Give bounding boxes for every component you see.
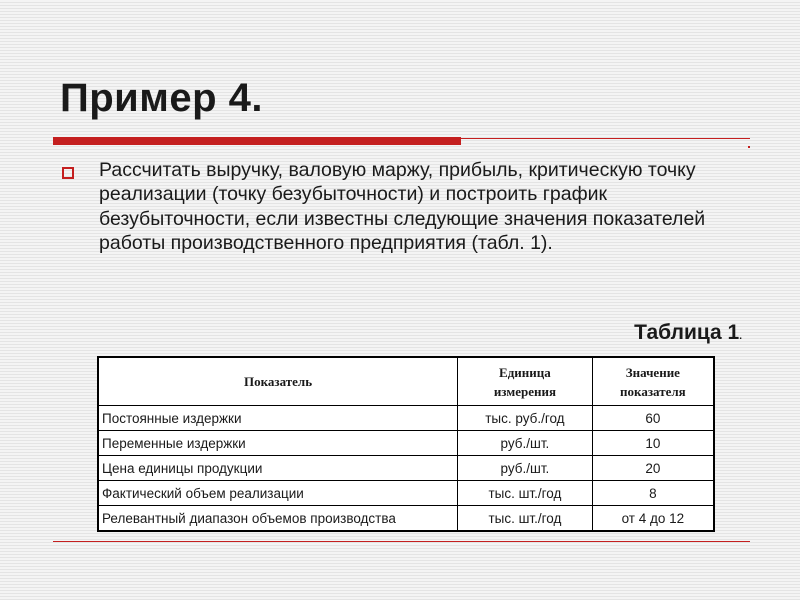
table-row (98, 506, 714, 532)
table-caption (634, 320, 742, 350)
row-value: 20 (592, 456, 714, 481)
row-indicator-name: Релевантный диапазон объемов производства (98, 506, 458, 532)
row-value: 10 (592, 431, 714, 456)
row-indicator-name: Постоянные издержки (98, 406, 458, 431)
table-caption-text: Таблица 1 (634, 321, 740, 344)
bullet-square-icon (62, 167, 74, 179)
title-underline-thick (53, 137, 461, 145)
row-unit: тыс. шт./год (458, 506, 593, 532)
table-row (98, 481, 714, 506)
task-description: Рассчитать выручку, валовую маржу, прибыль, критическую точку реализации (точку безубыточности) и построить график безубыточности, если известны следующие значения показателей работы производственного предприятия (табл. 1). (99, 159, 706, 254)
row-value: от 4 до 12 (592, 506, 714, 532)
header-value-line2: показателя (620, 383, 686, 399)
table-row (98, 406, 714, 431)
row-indicator-name: Цена единицы продукции (98, 456, 458, 481)
header-value (592, 357, 714, 406)
row-unit: тыс. руб./год (458, 406, 593, 431)
row-unit: руб./шт. (458, 431, 593, 456)
header-indicator: Показатель (98, 357, 458, 406)
title-underline-tick (748, 146, 750, 148)
header-unit-line2: измерения (493, 383, 556, 399)
row-value: 60 (592, 406, 714, 431)
row-indicator-name: Переменные издержки (98, 431, 458, 456)
bottom-divider (53, 541, 750, 542)
row-value: 8 (592, 481, 714, 506)
row-indicator-name: Фактический объем реализации (98, 481, 458, 506)
header-value-line1: Значение (625, 364, 680, 380)
table-row (98, 431, 714, 456)
table-caption-mark: . (739, 331, 742, 342)
table-header-row (98, 357, 714, 406)
indicators-table (97, 356, 715, 532)
row-unit: руб./шт. (458, 456, 593, 481)
header-unit (458, 357, 593, 406)
title-underline-thin (461, 138, 750, 139)
row-unit: тыс. шт./год (458, 481, 593, 506)
table-row (98, 456, 714, 481)
header-unit-line1: Единица (499, 364, 551, 380)
slide-title: Пример 4. (60, 76, 264, 120)
